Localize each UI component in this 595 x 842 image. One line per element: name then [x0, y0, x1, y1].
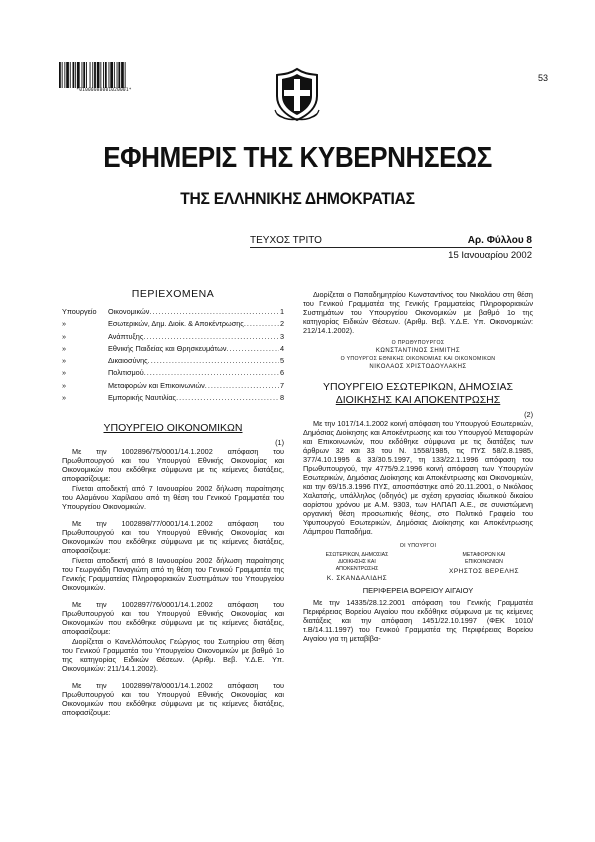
contents-page: 1 — [279, 307, 284, 316]
section-heading — [303, 381, 533, 407]
contents-text: Πολιτισμού — [108, 368, 144, 378]
left-column — [62, 290, 284, 718]
gazette-title: ΕΦΗΜΕΡΙΣ ΤΗΣ ΚΥΒΕΡΝΗΣΕΩΣ — [103, 142, 492, 174]
contents-list — [62, 306, 284, 404]
item-number: (2) — [524, 410, 533, 419]
issue-number: Αρ. Φύλλου 8 — [467, 235, 532, 246]
contents-page: 3 — [279, 331, 284, 341]
signature-pair — [303, 552, 533, 582]
contents-text: Εσωτερικών, Δημ. Διοίκ. & Αποκέντρωσης — [108, 319, 244, 329]
contents-title: ΠΕΡΙΕΧΟΜΕΝΑ — [131, 288, 215, 300]
barcode-image — [58, 62, 150, 88]
item-number: (1) — [275, 438, 284, 448]
issue-type: ΤΕΥΧΟΣ ΤΡΙΤΟ — [250, 235, 322, 246]
contents-item — [62, 380, 284, 392]
section-heading-text: ΥΠΟΥΡΓΕΙΟ ΟΙΚΟΝΟΜΙΚΩΝ — [103, 422, 243, 435]
contents-lead: » — [62, 343, 67, 353]
leader-dots — [205, 380, 279, 392]
decision-paragraph: Διορίζεται ο Παπαδημητρίου Κωνσταντίνος του Νικολάου στη θέση του Γενικού Γραμματέα της Γενικής Γραμματείας Πληροφοριακών Συστημάτων του Υπουργείου Οικονομικών με βαθμό 1ο της κατηγορίας Ειδικών Θέσεων. (Αριθμ. Βεβ. Υ.Δ.Ε. Υπ. Οικονομικών: 212/14.1.2002). — [303, 290, 533, 335]
contents-text: Οικονομικών — [108, 307, 150, 316]
contents-page: 8 — [279, 393, 284, 403]
contents-page: 6 — [279, 368, 284, 378]
contents-item — [62, 367, 284, 379]
contents-lead: » — [62, 380, 67, 390]
contents-page: 2 — [279, 319, 284, 329]
leader-dots — [149, 306, 279, 318]
signatory-role: Ο ΠΡΩΘΥΠΟΥΡΓΟΣ — [391, 340, 445, 346]
contents-text: Δικαιοσύνης — [108, 356, 148, 366]
decision-paragraph: Με την 1002898/77/0001/14.1.2002 απόφαση του Πρωθυπουργού και του Υπουργού Εθνικής Οικονομίας και Οικονομικών που εκδόθηκε σύμφωνα με τις κείμενες διατάξεις, αποφασίζουμε: — [62, 519, 284, 556]
signatory-role: Ο ΥΠΟΥΡΓΟΣ ΕΘΝΙΚΗΣ ΟΙΚΟΝΟΜΙΑΣ ΚΑΙ ΟΙΚΟΝΟΜΙΚΩΝ — [340, 356, 496, 362]
leader-dots — [144, 367, 279, 379]
issue-row — [250, 235, 532, 247]
page-number: 53 — [537, 73, 548, 83]
decision-paragraph: Με την 1017/14.1.2002 κοινή απόφαση του Υπουργού Εσωτερικών, Δημόσιας Διοίκησης και Αποκέντρωσης και του Υπουργού Μεταφορών και Επικοινωνιών, που εκδόθηκε σύμφωνα με τις διατάξεις των άρθρων 32 και 33 του Ν. 1558/1985, τις ΠΥΣ 58/2.8.1985, 377/4.10.1995 & 33/30.5.1997, τη 133/22.1.1996 απόφαση του Πρωθυπουργού, την 4775/9.2.1996 κοινή απόφαση των Υπουργών Εσωτερικών, Δημόσιας Διοίκησης και Αποκέντρωσης και Οικονομικών, και την 69/15.3.1996 ΠΥΣ, αποσπάστηκε από 20.11.2001, ο Νικόλαος Χαλατσής, υπάλληλος (οδηγός) με σχέση εργασίας ιδιωτικού δικαίου αορίστου χρόνου με Α.Μ. 9303, των ΗΛΠΑΠ Α.Ε., σε συνιστώμενη οργανική θέση προσωπικής θέσης, στο Πολιτικό Γραφείο του Υφυπουργού Εσωτερικών, Δημόσιας Διοίκησης και Αποκέντρωσης Λάμπρου Παπαδήμα. — [303, 419, 533, 536]
section-heading-line: ΥΠΟΥΡΓΕΙΟ ΕΣΩΤΕΡΙΚΩΝ, ΔΗΜΟΣΙΑΣ — [323, 381, 513, 393]
coat-of-arms-icon — [274, 66, 320, 122]
sub-heading: ΠΕΡΙΦΕΡΕΙΑ ΒΟΡΕΙΟΥ ΑΙΓΑΙΟΥ — [362, 586, 474, 595]
contents-lead: » — [62, 393, 67, 403]
contents-item — [62, 343, 284, 355]
contents-text: Ανάπτυξης — [108, 331, 144, 341]
contents-item — [62, 355, 284, 367]
leader-dots — [244, 318, 279, 330]
signature-right — [449, 552, 519, 582]
signatories-label: ΟΙ ΥΠΟΥΡΓΟΙ — [399, 543, 437, 549]
contents-text: Εμπορικής Ναυτιλίας — [108, 393, 177, 403]
leader-dots — [227, 343, 279, 355]
contents-lead: » — [62, 356, 67, 366]
barcode-digits: *01000080001020001* — [76, 88, 132, 93]
leader-dots — [176, 392, 279, 404]
decision-paragraph: Με την 1002897/76/0001/14.1.2002 απόφαση του Πρωθυπουργού και του Υπουργού Εθνικής Οικονομίας και Οικονομικών που εκδόθηκε σύμφωνα με τις κείμενες διατάξεις, αποφασίζουμε: — [62, 600, 284, 637]
signatory-role: ΕΣΩΤΕΡΙΚΩΝ, ΔΗΜΟΣΙΑΣ ΔΙΟΙΚΗΣΗΣ ΚΑΙ ΑΠΟΚΕΝΤΡΩΣΗΣ — [325, 552, 389, 572]
signature-left — [317, 552, 397, 582]
contents-text: Εθνικής Παιδείας και Θρησκευμάτων — [108, 343, 227, 353]
contents-page: 5 — [279, 356, 284, 366]
signatory-name: ΚΩΝΣΤΑΝΤΙΝΟΣ ΣΗΜΙΤΗΣ — [375, 348, 461, 354]
contents-lead: » — [62, 331, 67, 341]
contents-lead: » — [62, 368, 67, 378]
right-column — [303, 290, 533, 644]
signatory-role: ΜΕΤΑΦΟΡΩΝ ΚΑΙ ΕΠΙΚΟΙΝΩΝΙΩΝ — [462, 552, 506, 565]
contents-lead: Υπουργείο — [62, 307, 97, 316]
signatory-name: Κ. ΣΚΑΝΔΑΛΙΔΗΣ — [326, 575, 388, 582]
contents-item — [62, 331, 284, 343]
section-heading — [62, 422, 284, 435]
signatory-name: ΝΙΚΟΛΑΟΣ ΧΡΙΣΤΟΔΟΥΛΑΚΗΣ — [369, 364, 467, 370]
decision-paragraph: Γίνεται αποδεκτή από 8 Ιανουαρίου 2002 δήλωση παραίτησης του Γεωργιάδη Παναγιώτη από τη θέση του Γενικού Γραμματέα της Γενικής Γραμματείας Πληροφοριακών Συστημάτων του Υπουργείου Οικονομικών. — [62, 556, 284, 593]
decision-paragraph: Με την 1002896/75/0001/14.1.2002 απόφαση του Πρωθυπουργού και του Υπουργού Εθνικής Οικονομίας και Οικονομικών που εκδόθηκε σύμφωνα με τις κείμενες διατάξεις, αποφασίζουμε: — [62, 447, 284, 484]
gazette-subtitle: ΤΗΣ ΕΛΛΗΝΙΚΗΣ ΔΗΜΟΚΡΑΤΙΑΣ — [180, 189, 415, 208]
section-heading-line: ΔΙΟΙΚΗΣΗΣ ΚΑΙ ΑΠΟΚΕΝΤΡΩΣΗΣ — [335, 394, 501, 406]
decision-paragraph: Διορίζεται ο Κανελλόπουλος Γεώργιος του Σωτηρίου στη θέση του Γενικού Γραμματέα του Υπουργείου Οικονομικών με βαθμό 1ο της κατηγορίας Ειδικών Θέσεων. (Αριθμ. Βεβ. Υ.Δ.Ε. Υπ. Οικονομικών: 211/14.1.2002). — [62, 637, 284, 674]
contents-page: 4 — [279, 343, 284, 353]
contents-item — [62, 318, 284, 330]
decision-paragraph: Με την 14335/28.12.2001 απόφαση του Γενικής Γραμματέα Περιφέρειας Βορείου Αιγαίου που εκδόθηκε σύμφωνα με τις κείμενες διατάξεις και την απόφαση 1451/22.10.1997 (ΦΕΚ 1010/τ.Β/14.11.1997) του Γενικού Γραμματέα της Περιφέρειας Βορείου Αιγαίου για τη μεταβίβα- — [303, 598, 533, 643]
signature-block — [303, 339, 533, 371]
decision-paragraph: Γίνεται αποδεκτή από 7 Ιανουαρίου 2002 δήλωση παραίτησης του Αλαμάνου Χαρίλαου από τη θέση του Γενικού Γραμματέα του Υπουργείου Οικονομικών. — [62, 484, 284, 512]
leader-dots — [148, 355, 279, 367]
leader-dots — [143, 331, 279, 343]
contents-item — [62, 392, 284, 404]
contents-text: Μεταφορών και Επικοινωνιών — [108, 380, 205, 390]
decision-paragraph: Με την 1002899/78/0001/14.1.2002 απόφαση του Πρωθυπουργού και του Υπουργού Εθνικής Οικονομίας και Οικονομικών που εκδόθηκε σύμφωνα με τις κείμενες διατάξεις, αποφασίζουμε: — [62, 681, 284, 718]
header-rule — [250, 247, 532, 248]
signatory-name: ΧΡΗΣΤΟΣ ΒΕΡΕΛΗΣ — [448, 568, 519, 575]
issue-date: 15 Ιανουαρίου 2002 — [448, 250, 532, 261]
contents-page: 7 — [279, 380, 284, 390]
contents-item — [62, 306, 284, 318]
contents-lead: » — [62, 319, 67, 329]
